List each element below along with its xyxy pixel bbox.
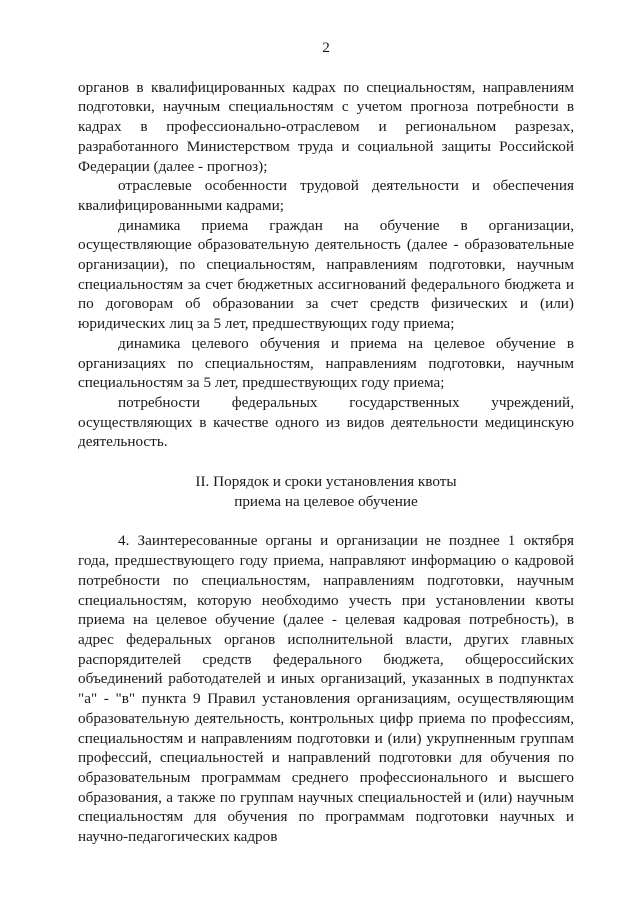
section-heading-line-2: приема на целевое обучение (234, 492, 418, 510)
paragraphs-before (78, 78, 574, 452)
paragraph: 4. Заинтересованные органы и организации не позднее 1 октября года, предшествующего году приема, направляют информацию о кадровой потребности по специальностям, направлениям подготовки, научным специальностям, которую необходимо учесть при установлении квоты приема на целевое обучение (далее - целевая кадровая потребность), в адрес федеральных органов исполнительной власти, других главных распорядителей средств федерального бюджета, общероссийских объединений работодателей и иных организаций, указанных в подпунктах "а" - "в" пункта 9 Правил установления организациям, осуществляющим образовательную деятельность, контрольных цифр приема по профессиям, специальностям и направлениям подготовки и (или) укрупненным группам профессий, специальностей и направлений подготовки для обучения по образовательным программам среднего профессионального и высшего образования, а также по группам научных специальностей и (или) научным специальностям для обучения по программам подготовки научных и научно-педагогических кадров (78, 532, 574, 846)
page-number: 2 (322, 39, 330, 56)
paragraphs-after (78, 531, 574, 846)
section-heading-line-1: II. Порядок и сроки установления квоты (195, 473, 457, 491)
paragraph: отраслевые особенности трудовой деятельности и обеспечения квалифицированными кадрами; (78, 177, 574, 214)
paragraph: динамика целевого обучения и приема на целевое обучение в организациях по специальностям, направлениям подготовки, научным специальностям за 5 лет, предшествующих году приема; (78, 334, 574, 392)
section-heading (78, 472, 574, 511)
paragraph: органов в квалифицированных кадрах по специальностям, направлениям подготовки, научным специальностям с учетом прогноза потребности в кадрах в профессионально-отраслевом и региональном разрезах, разработанного Министерством труда и социальной защиты Российской Федерации (далее - прогноз); (78, 78, 574, 175)
paragraph: динамика приема граждан на обучение в организации, осуществляющие образовательную деятельность (далее - образовательные организации), по специальностям, направлениям подготовки, научным специальностям за счет бюджетных ассигнований федерального бюджета и по договорам об образовании за счет средств физических и (или) юридических лиц за 5 лет, предшествующих году приема; (78, 216, 574, 333)
paragraph: потребности федеральных государственных учреждений, осуществляющих в качестве одного из видов деятельности медицинскую деятельность. (78, 393, 574, 451)
